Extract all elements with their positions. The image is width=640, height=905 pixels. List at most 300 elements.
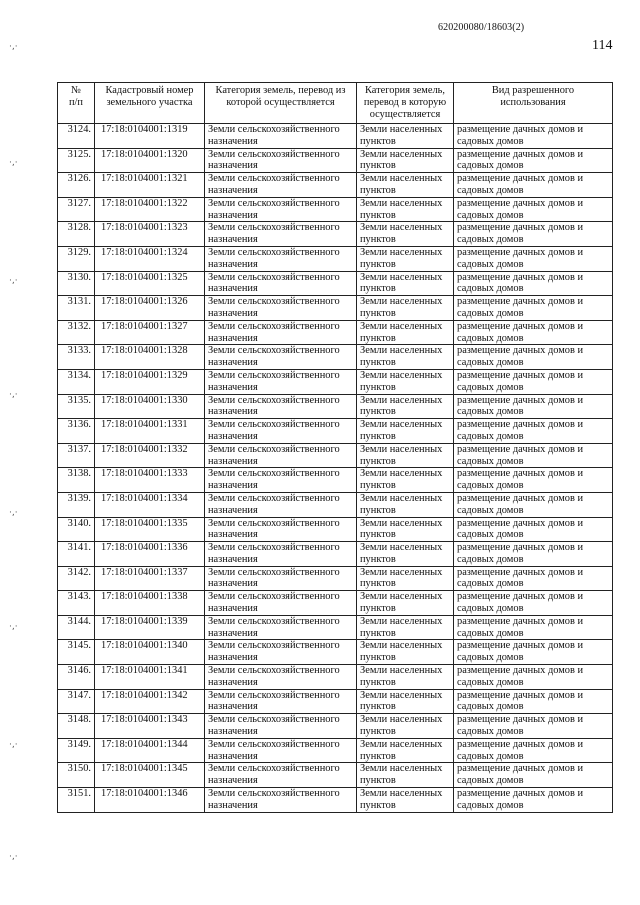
- category-from-cell: [205, 124, 357, 149]
- table-row: [58, 345, 613, 370]
- header-line: перевод в которую: [363, 97, 447, 108]
- category-from-cell: [205, 640, 357, 665]
- header-line: Категория земель, перевод из: [215, 85, 346, 96]
- category-from-cell: [205, 148, 357, 173]
- category-from-cell-line: Земли сельскохозяйственного: [208, 369, 340, 381]
- row-number-cell: [58, 615, 95, 640]
- category-from-cell-line: назначения: [208, 135, 258, 147]
- cadastral-number-cell: [95, 640, 205, 665]
- cadastral-number-cell: [95, 345, 205, 370]
- category-to-cell-line: пунктов: [360, 578, 396, 590]
- permitted-use-cell-line: садовых домов: [457, 455, 524, 467]
- permitted-use-cell-line: садовых домов: [457, 234, 524, 246]
- cadastral-number-cell-line: 17:18:0104001:1341: [101, 665, 188, 677]
- header-number: [58, 83, 95, 124]
- binding-mark: ·,·: [9, 158, 18, 168]
- permitted-use-cell-line: садовых домов: [457, 160, 524, 172]
- cadastral-number-cell: [95, 222, 205, 247]
- permitted-use-cell-line: садовых домов: [457, 627, 524, 639]
- category-from-cell-line: назначения: [208, 307, 258, 319]
- row-number-cell-line: 3130.: [67, 271, 91, 283]
- category-to-cell-line: Земли населенных: [360, 197, 443, 209]
- permitted-use-cell-line: размещение дачных домов и: [457, 640, 584, 652]
- permitted-use-cell: [454, 640, 613, 665]
- category-from-cell-line: назначения: [208, 750, 258, 762]
- cadastral-number-cell: [95, 763, 205, 788]
- category-from-cell-line: назначения: [208, 406, 258, 418]
- permitted-use-cell-line: размещение дачных домов и: [457, 542, 584, 554]
- permitted-use-cell-line: размещение дачных домов и: [457, 369, 584, 381]
- row-number-cell: [58, 443, 95, 468]
- row-number-cell: [58, 566, 95, 591]
- row-number-cell-line: 3125.: [67, 148, 91, 160]
- category-from-cell-line: назначения: [208, 160, 258, 172]
- permitted-use-cell-line: садовых домов: [457, 529, 524, 541]
- category-from-cell-line: Земли сельскохозяйственного: [208, 246, 340, 258]
- category-from-cell: [205, 394, 357, 419]
- category-from-cell: [205, 468, 357, 493]
- header-line: №: [71, 85, 81, 96]
- row-number-cell: [58, 148, 95, 173]
- category-from-cell: [205, 689, 357, 714]
- category-to-cell-line: Земли населенных: [360, 222, 443, 234]
- cadastral-number-cell: [95, 124, 205, 149]
- permitted-use-cell-line: садовых домов: [457, 701, 524, 713]
- row-number-cell-line: 3137.: [67, 443, 91, 455]
- category-to-cell-line: пунктов: [360, 406, 396, 418]
- row-number-cell: [58, 222, 95, 247]
- header-line: использования: [500, 97, 566, 108]
- header-line: Вид разрешенного: [491, 85, 575, 96]
- table-row: [58, 492, 613, 517]
- cadastral-number-cell: [95, 173, 205, 198]
- table-row: [58, 714, 613, 739]
- cadastral-number-cell-line: 17:18:0104001:1334: [101, 492, 188, 504]
- cadastral-number-cell: [95, 788, 205, 813]
- permitted-use-cell-line: садовых домов: [457, 357, 524, 369]
- category-to-cell-line: Земли населенных: [360, 148, 443, 160]
- category-to-cell: [357, 148, 454, 173]
- category-to-cell-line: пунктов: [360, 775, 396, 787]
- row-number-cell-line: 3145.: [67, 640, 91, 652]
- permitted-use-cell: [454, 443, 613, 468]
- category-to-cell-line: Земли населенных: [360, 419, 443, 431]
- table-row: [58, 222, 613, 247]
- permitted-use-cell: [454, 124, 613, 149]
- category-from-cell-line: Земли сельскохозяйственного: [208, 665, 340, 677]
- permitted-use-cell-line: садовых домов: [457, 578, 524, 590]
- category-from-cell: [205, 788, 357, 813]
- cadastral-number-cell: [95, 419, 205, 444]
- cadastral-number-cell: [95, 148, 205, 173]
- category-from-cell-line: Земли сельскохозяйственного: [208, 566, 340, 578]
- permitted-use-cell-line: размещение дачных домов и: [457, 271, 584, 283]
- permitted-use-cell-line: размещение дачных домов и: [457, 788, 584, 800]
- category-to-cell-line: Земли населенных: [360, 542, 443, 554]
- row-number-cell-line: 3124.: [67, 124, 91, 135]
- category-to-cell-line: пунктов: [360, 258, 396, 270]
- category-to-cell: [357, 296, 454, 321]
- row-number-cell-line: 3133.: [67, 345, 91, 357]
- category-to-cell: [357, 419, 454, 444]
- category-to-cell: [357, 738, 454, 763]
- category-to-cell-line: Земли населенных: [360, 640, 443, 652]
- table-row: [58, 566, 613, 591]
- category-from-cell-line: назначения: [208, 184, 258, 196]
- row-number-cell-line: 3129.: [67, 246, 91, 258]
- table-row: [58, 369, 613, 394]
- binding-mark: ·,·: [9, 508, 18, 518]
- category-from-cell: [205, 197, 357, 222]
- permitted-use-cell-line: садовых домов: [457, 676, 524, 688]
- category-from-cell-line: Земли сельскохозяйственного: [208, 615, 340, 627]
- header-line: земельного участка: [106, 97, 193, 108]
- cadastral-number-cell-line: 17:18:0104001:1330: [101, 394, 188, 406]
- category-from-cell-line: Земли сельскохозяйственного: [208, 738, 340, 750]
- permitted-use-cell-line: садовых домов: [457, 209, 524, 221]
- cadastral-number-cell-line: 17:18:0104001:1335: [101, 517, 188, 529]
- category-from-cell-line: назначения: [208, 455, 258, 467]
- category-from-cell: [205, 714, 357, 739]
- binding-mark: ·,·: [9, 740, 18, 750]
- row-number-cell-line: 3141.: [67, 542, 91, 554]
- permitted-use-cell-line: садовых домов: [457, 283, 524, 295]
- row-number-cell: [58, 246, 95, 271]
- category-from-cell-line: Земли сельскохозяйственного: [208, 394, 340, 406]
- cadastral-number-cell-line: 17:18:0104001:1323: [101, 222, 188, 234]
- cadastral-number-cell-line: 17:18:0104001:1321: [101, 173, 188, 185]
- category-from-cell-line: назначения: [208, 775, 258, 787]
- row-number-cell-line: 3142.: [67, 566, 91, 578]
- permitted-use-cell: [454, 197, 613, 222]
- category-to-cell: [357, 665, 454, 690]
- category-to-cell: [357, 246, 454, 271]
- category-from-cell: [205, 542, 357, 567]
- permitted-use-cell: [454, 591, 613, 616]
- table-row: [58, 419, 613, 444]
- category-from-cell-line: Земли сельскохозяйственного: [208, 689, 340, 701]
- table-row: [58, 296, 613, 321]
- permitted-use-cell: [454, 788, 613, 813]
- category-to-cell-line: Земли населенных: [360, 468, 443, 480]
- category-to-cell-line: Земли населенных: [360, 173, 443, 185]
- row-number-cell-line: 3136.: [67, 419, 91, 431]
- cadastral-number-cell-line: 17:18:0104001:1329: [101, 369, 188, 381]
- category-to-cell-line: пунктов: [360, 430, 396, 442]
- header-line: Категория земель,: [364, 85, 446, 96]
- table-body: [58, 124, 613, 813]
- table-row: [58, 689, 613, 714]
- header-permitted-use: [454, 83, 613, 124]
- header-line: которой осуществляется: [226, 97, 335, 108]
- row-number-cell: [58, 345, 95, 370]
- permitted-use-cell-line: размещение дачных домов и: [457, 591, 584, 603]
- table-row: [58, 591, 613, 616]
- permitted-use-cell-line: садовых домов: [457, 332, 524, 344]
- permitted-use-cell-line: размещение дачных домов и: [457, 468, 584, 480]
- permitted-use-cell-line: садовых домов: [457, 381, 524, 393]
- category-from-cell-line: назначения: [208, 504, 258, 516]
- category-to-cell-line: Земли населенных: [360, 517, 443, 529]
- row-number-cell-line: 3140.: [67, 517, 91, 529]
- permitted-use-cell-line: садовых домов: [457, 799, 524, 811]
- binding-mark: ·,·: [9, 42, 18, 52]
- category-from-cell-line: назначения: [208, 480, 258, 492]
- permitted-use-cell-line: размещение дачных домов и: [457, 566, 584, 578]
- category-from-cell-line: назначения: [208, 676, 258, 688]
- category-from-cell: [205, 320, 357, 345]
- category-to-cell: [357, 566, 454, 591]
- category-from-cell-line: Земли сельскохозяйственного: [208, 591, 340, 603]
- category-from-cell-line: Земли сельскохозяйственного: [208, 492, 340, 504]
- category-to-cell-line: пунктов: [360, 234, 396, 246]
- permitted-use-cell-line: размещение дачных домов и: [457, 419, 584, 431]
- category-to-cell: [357, 542, 454, 567]
- permitted-use-cell: [454, 492, 613, 517]
- permitted-use-cell-line: размещение дачных домов и: [457, 689, 584, 701]
- category-from-cell-line: Земли сельскохозяйственного: [208, 419, 340, 431]
- cadastral-number-cell: [95, 738, 205, 763]
- permitted-use-cell-line: садовых домов: [457, 258, 524, 270]
- category-to-cell-line: Земли населенных: [360, 714, 443, 726]
- row-number-cell: [58, 738, 95, 763]
- category-to-cell-line: Земли населенных: [360, 788, 443, 800]
- category-from-cell-line: Земли сельскохозяйственного: [208, 714, 340, 726]
- row-number-cell: [58, 320, 95, 345]
- category-to-cell-line: пунктов: [360, 504, 396, 516]
- cadastral-number-cell: [95, 296, 205, 321]
- table-row: [58, 542, 613, 567]
- category-from-cell-line: Земли сельскохозяйственного: [208, 542, 340, 554]
- cadastral-number-cell-line: 17:18:0104001:1326: [101, 296, 188, 308]
- cadastral-number-cell: [95, 246, 205, 271]
- category-to-cell-line: Земли населенных: [360, 591, 443, 603]
- cadastral-number-cell: [95, 566, 205, 591]
- category-to-cell-line: пунктов: [360, 676, 396, 688]
- category-to-cell-line: Земли населенных: [360, 320, 443, 332]
- category-to-cell: [357, 197, 454, 222]
- category-to-cell-line: Земли населенных: [360, 296, 443, 308]
- cadastral-number-cell: [95, 443, 205, 468]
- permitted-use-cell-line: садовых домов: [457, 750, 524, 762]
- permitted-use-cell: [454, 394, 613, 419]
- category-to-cell-line: Земли населенных: [360, 124, 443, 135]
- row-number-cell: [58, 468, 95, 493]
- table-row: [58, 197, 613, 222]
- category-to-cell: [357, 492, 454, 517]
- header-line: п/п: [68, 97, 83, 108]
- category-from-cell-line: назначения: [208, 258, 258, 270]
- category-to-cell-line: Земли населенных: [360, 492, 443, 504]
- category-from-cell-line: Земли сельскохозяйственного: [208, 148, 340, 160]
- category-from-cell-line: Земли сельскохозяйственного: [208, 517, 340, 529]
- category-to-cell-line: Земли населенных: [360, 394, 443, 406]
- permitted-use-cell-line: садовых домов: [457, 307, 524, 319]
- category-to-cell-line: Земли населенных: [360, 345, 443, 357]
- category-from-cell-line: назначения: [208, 209, 258, 221]
- cadastral-number-cell-line: 17:18:0104001:1325: [101, 271, 188, 283]
- permitted-use-cell-line: садовых домов: [457, 406, 524, 418]
- category-to-cell-line: пунктов: [360, 283, 396, 295]
- permitted-use-cell-line: садовых домов: [457, 480, 524, 492]
- category-from-cell-line: Земли сельскохозяйственного: [208, 222, 340, 234]
- category-from-cell-line: назначения: [208, 553, 258, 565]
- cadastral-number-cell: [95, 320, 205, 345]
- category-from-cell: [205, 443, 357, 468]
- header-line: осуществляется: [369, 109, 441, 120]
- cadastral-number-cell-line: 17:18:0104001:1345: [101, 763, 188, 775]
- table-row: [58, 665, 613, 690]
- cadastral-number-cell: [95, 615, 205, 640]
- row-number-cell-line: 3126.: [67, 173, 91, 185]
- header-line: Кадастровый номер: [105, 85, 194, 96]
- cadastral-number-cell-line: 17:18:0104001:1340: [101, 640, 188, 652]
- permitted-use-cell: [454, 665, 613, 690]
- category-to-cell-line: пунктов: [360, 455, 396, 467]
- land-plots-table-wrap: [57, 82, 612, 813]
- category-to-cell-line: пунктов: [360, 603, 396, 615]
- category-to-cell: [357, 615, 454, 640]
- cadastral-number-cell-line: 17:18:0104001:1320: [101, 148, 188, 160]
- permitted-use-cell-line: размещение дачных домов и: [457, 492, 584, 504]
- row-number-cell-line: 3151.: [67, 788, 91, 800]
- permitted-use-cell: [454, 271, 613, 296]
- row-number-cell-line: 3127.: [67, 197, 91, 209]
- category-from-cell-line: назначения: [208, 627, 258, 639]
- category-to-cell-line: пунктов: [360, 135, 396, 147]
- category-to-cell-line: Земли населенных: [360, 689, 443, 701]
- category-from-cell: [205, 296, 357, 321]
- cadastral-number-cell-line: 17:18:0104001:1333: [101, 468, 188, 480]
- row-number-cell-line: 3144.: [67, 615, 91, 627]
- row-number-cell-line: 3132.: [67, 320, 91, 332]
- category-to-cell: [357, 222, 454, 247]
- row-number-cell: [58, 197, 95, 222]
- category-from-cell-line: назначения: [208, 430, 258, 442]
- permitted-use-cell: [454, 615, 613, 640]
- row-number-cell-line: 3134.: [67, 369, 91, 381]
- permitted-use-cell: [454, 369, 613, 394]
- permitted-use-cell-line: размещение дачных домов и: [457, 714, 584, 726]
- permitted-use-cell-line: размещение дачных домов и: [457, 246, 584, 258]
- permitted-use-cell-line: садовых домов: [457, 553, 524, 565]
- permitted-use-cell-line: размещение дачных домов и: [457, 394, 584, 406]
- permitted-use-cell-line: садовых домов: [457, 135, 524, 147]
- table-row: [58, 468, 613, 493]
- cadastral-number-cell: [95, 517, 205, 542]
- cadastral-number-cell-line: 17:18:0104001:1336: [101, 542, 188, 554]
- category-from-cell: [205, 173, 357, 198]
- row-number-cell: [58, 296, 95, 321]
- permitted-use-cell-line: размещение дачных домов и: [457, 738, 584, 750]
- cadastral-number-cell-line: 17:18:0104001:1337: [101, 566, 188, 578]
- category-to-cell-line: пунктов: [360, 652, 396, 664]
- cadastral-number-cell: [95, 689, 205, 714]
- permitted-use-cell: [454, 246, 613, 271]
- row-number-cell: [58, 394, 95, 419]
- table-row: [58, 271, 613, 296]
- permitted-use-cell-line: размещение дачных домов и: [457, 124, 584, 135]
- cadastral-number-cell: [95, 394, 205, 419]
- category-from-cell-line: назначения: [208, 799, 258, 811]
- category-to-cell: [357, 591, 454, 616]
- category-to-cell: [357, 320, 454, 345]
- cadastral-number-cell-line: 17:18:0104001:1331: [101, 419, 188, 431]
- row-number-cell-line: 3149.: [67, 738, 91, 750]
- category-to-cell: [357, 443, 454, 468]
- permitted-use-cell: [454, 296, 613, 321]
- category-to-cell-line: Земли населенных: [360, 566, 443, 578]
- table-row: [58, 640, 613, 665]
- permitted-use-cell: [454, 517, 613, 542]
- category-to-cell: [357, 173, 454, 198]
- category-to-cell-line: пунктов: [360, 381, 396, 393]
- row-number-cell: [58, 689, 95, 714]
- category-from-cell: [205, 738, 357, 763]
- cadastral-number-cell: [95, 468, 205, 493]
- category-to-cell: [357, 689, 454, 714]
- row-number-cell: [58, 591, 95, 616]
- category-from-cell: [205, 665, 357, 690]
- row-number-cell-line: 3148.: [67, 714, 91, 726]
- category-from-cell: [205, 763, 357, 788]
- permitted-use-cell-line: садовых домов: [457, 430, 524, 442]
- table-row: [58, 615, 613, 640]
- table-row: [58, 148, 613, 173]
- category-to-cell-line: пунктов: [360, 357, 396, 369]
- permitted-use-cell-line: размещение дачных домов и: [457, 615, 584, 627]
- category-from-cell-line: Земли сельскохозяйственного: [208, 320, 340, 332]
- category-from-cell-line: Земли сельскохозяйственного: [208, 443, 340, 455]
- row-number-cell: [58, 173, 95, 198]
- permitted-use-cell: [454, 345, 613, 370]
- cadastral-number-cell-line: 17:18:0104001:1319: [101, 124, 188, 135]
- table-row: [58, 443, 613, 468]
- category-from-cell-line: назначения: [208, 652, 258, 664]
- category-to-cell-line: пунктов: [360, 701, 396, 713]
- permitted-use-cell-line: размещение дачных домов и: [457, 443, 584, 455]
- category-to-cell-line: Земли населенных: [360, 246, 443, 258]
- category-to-cell-line: Земли населенных: [360, 763, 443, 775]
- permitted-use-cell-line: размещение дачных домов и: [457, 148, 584, 160]
- permitted-use-cell: [454, 542, 613, 567]
- row-number-cell: [58, 788, 95, 813]
- permitted-use-cell: [454, 738, 613, 763]
- permitted-use-cell: [454, 714, 613, 739]
- category-to-cell-line: пунктов: [360, 726, 396, 738]
- permitted-use-cell-line: садовых домов: [457, 726, 524, 738]
- permitted-use-cell-line: размещение дачных домов и: [457, 197, 584, 209]
- permitted-use-cell-line: садовых домов: [457, 184, 524, 196]
- category-from-cell: [205, 369, 357, 394]
- cadastral-number-cell: [95, 542, 205, 567]
- category-from-cell: [205, 517, 357, 542]
- row-number-cell-line: 3150.: [67, 763, 91, 775]
- document-id: 620200080/18603(2): [438, 22, 525, 33]
- category-from-cell: [205, 345, 357, 370]
- cadastral-number-cell-line: 17:18:0104001:1343: [101, 714, 188, 726]
- category-from-cell: [205, 492, 357, 517]
- row-number-cell-line: 3139.: [67, 492, 91, 504]
- category-to-cell-line: пунктов: [360, 184, 396, 196]
- category-to-cell-line: пунктов: [360, 209, 396, 221]
- row-number-cell: [58, 492, 95, 517]
- permitted-use-cell-line: размещение дачных домов и: [457, 320, 584, 332]
- category-from-cell-line: назначения: [208, 529, 258, 541]
- permitted-use-cell-line: размещение дачных домов и: [457, 665, 584, 677]
- row-number-cell: [58, 542, 95, 567]
- cadastral-number-cell: [95, 271, 205, 296]
